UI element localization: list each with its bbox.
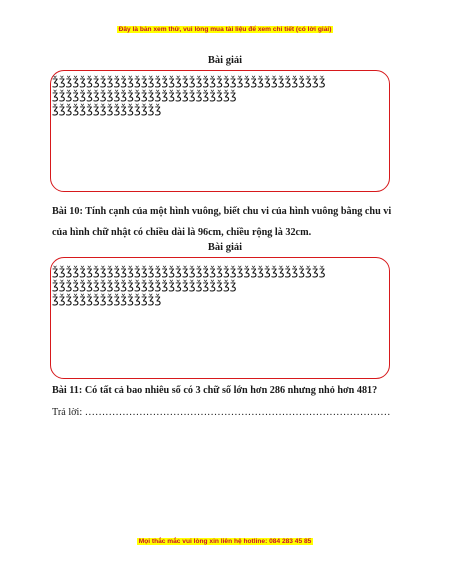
question-10: Bài 10: Tính cạnh của một hình vuông, biết chu vi của hình vuông bằng chu vi của hình chữ nhật có chiều dài là 96cm, chiều rộng là 32cm. [52,206,392,238]
preview-notice-banner [0,26,450,33]
filler-line: ǯǯǯǯǯǯǯǯǯǯǯǯǯǯǯǯ [52,102,162,116]
filler-line: ǯǯǯǯǯǯǯǯǯǯǯǯǯǯǯǯǯǯǯǯǯǯǯǯǯǯǯ [52,278,237,292]
filler-glyph-block-1 [52,74,392,116]
solution-heading-1: Bài giải [207,55,243,66]
hotline-footer-text: Mọi thắc mắc vui lòng xin liên hệ hotline: 084 283 45 85 [138,538,312,545]
filler-line: ǯǯǯǯǯǯǯǯǯǯǯǯǯǯǯǯ [52,292,162,306]
filler-line: ǯǯǯǯǯǯǯǯǯǯǯǯǯǯǯǯǯǯǯǯǯǯǯǯǯǯǯ [52,88,237,102]
solution-heading-2: Bài giải [207,242,243,253]
answer-line: Trả lời: ……………………………………………………………………………… [52,407,391,418]
question-11: Bài 11: Có tất cả bao nhiêu số có 3 chữ số lớn hơn 286 nhưng nhỏ hơn 481? [52,385,378,396]
filler-glyph-block-2 [52,264,392,306]
filler-line: ǯǯǯǯǯǯǯǯǯǯǯǯǯǯǯǯǯǯǯǯǯǯǯǯǯǯǯǯǯǯǯǯǯǯǯǯǯǯǯǯ [52,74,326,88]
filler-line: ǯǯǯǯǯǯǯǯǯǯǯǯǯǯǯǯǯǯǯǯǯǯǯǯǯǯǯǯǯǯǯǯǯǯǯǯǯǯǯǯ [52,264,326,278]
preview-notice-text: Đây là bản xem thử, vui lòng mua tài liệu để xem chi tiết (có lời giải) [118,26,332,33]
hotline-footer-banner [0,538,450,545]
